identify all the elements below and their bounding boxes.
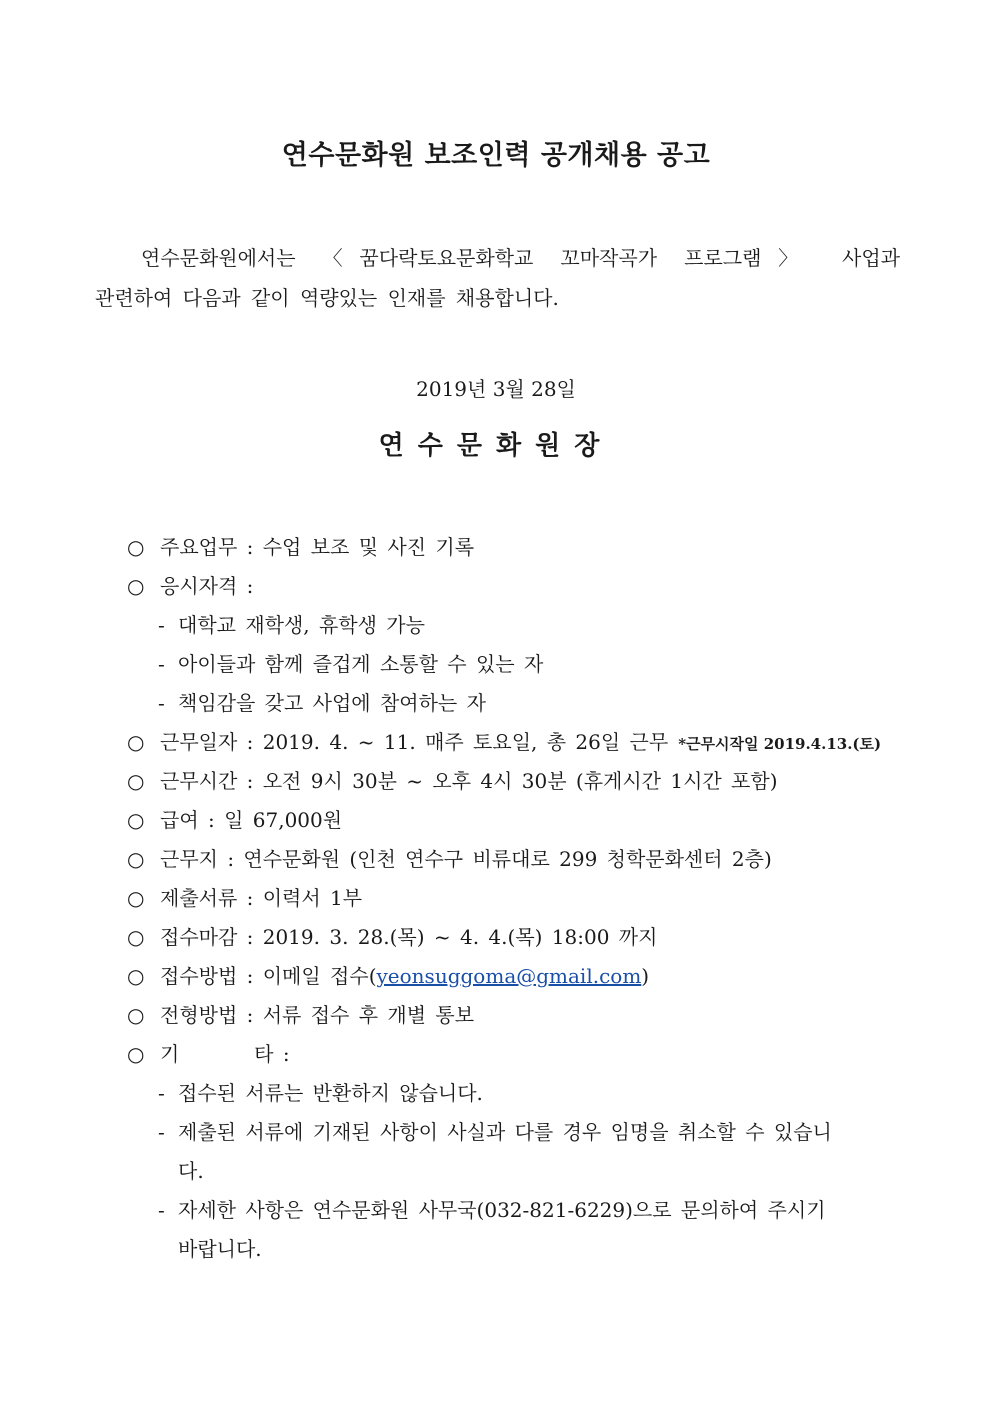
email-link[interactable]: yeonsuggoma@gmail.com (376, 964, 642, 988)
pay-text: 급여 : 일 67,000원 (160, 808, 343, 832)
etc-sub-text: 자세한 사항은 연수문화원 사무국(032-821-6229)으로 문의하여 주시기 (178, 1198, 826, 1222)
dash-icon: - (158, 652, 165, 676)
documents-text: 제출서류 : 이력서 1부 (160, 886, 363, 910)
item-documents (127, 879, 917, 918)
qualification-sub-text: 책임감을 갖고 사업에 참여하는 자 (178, 691, 486, 715)
selection-text: 전형방법 : 서류 접수 후 개별 통보 (160, 1003, 475, 1027)
etc-sub-item (127, 1113, 917, 1152)
etc-sub-continuation (127, 1152, 917, 1191)
item-location (127, 840, 917, 879)
item-duty (127, 528, 917, 567)
qualification-sub-text: 아이들과 함께 즐겁게 소통할 수 있는 자 (178, 652, 544, 676)
dash-icon: - (158, 1081, 165, 1105)
document-title: 연수문화원 보조인력 공개채용 공고 (281, 140, 711, 171)
item-qualification (127, 567, 917, 606)
qualification-sub-item (127, 606, 917, 645)
location-text: 근무지 : 연수문화원 (인천 연수구 비류대로 299 청학문화센터 2층) (160, 847, 772, 871)
item-method (127, 957, 917, 996)
bullet-icon: ○ (127, 964, 145, 988)
intro-line-2: 관련하여 다음과 같이 역량있는 인재를 채용합니다. (95, 286, 559, 310)
dash-icon: - (158, 1120, 165, 1144)
method-suffix: ) (641, 964, 650, 988)
etc-sub-continuation (127, 1230, 917, 1269)
etc-text: 기 타 : (160, 1042, 290, 1066)
etc-sub-text: 제출된 서류에 기재된 사항이 사실과 다를 경우 임명을 취소할 수 있습니 (178, 1120, 832, 1144)
qualification-sub-item (127, 645, 917, 684)
method-prefix: 접수방법 : 이메일 접수( (160, 964, 377, 988)
item-work-dates (127, 723, 917, 762)
bullet-icon: ○ (127, 535, 145, 559)
qualification-sub-item (127, 684, 917, 723)
item-etc (127, 1035, 917, 1074)
item-selection (127, 996, 917, 1035)
bullet-icon: ○ (127, 925, 145, 949)
work-dates-text: 근무일자 : 2019. 4. ~ 11. 매주 토요일, 총 26일 근무 (160, 730, 669, 754)
dash-icon: - (158, 691, 165, 715)
work-hours-text: 근무시간 : 오전 9시 30분 ~ 오후 4시 30분 (휴게시간 1시간 포함) (160, 769, 778, 793)
item-deadline (127, 918, 917, 957)
qualification-sub-text: 대학교 재학생, 휴학생 가능 (178, 613, 425, 637)
duty-text: 주요업무 : 수업 보조 및 사진 기록 (160, 535, 475, 559)
item-work-hours (127, 762, 917, 801)
dash-icon: - (158, 613, 165, 637)
bullet-icon: ○ (127, 847, 145, 871)
qualification-text: 응시자격 : (160, 574, 254, 598)
intro-paragraph (95, 238, 900, 318)
dash-icon: - (158, 1198, 165, 1222)
bullet-icon: ○ (127, 1003, 145, 1027)
etc-sub-item (127, 1074, 917, 1113)
bullet-icon: ○ (127, 574, 145, 598)
bullet-icon: ○ (127, 769, 145, 793)
announcement-date: 2019년 3월 28일 (416, 377, 576, 401)
bullet-icon: ○ (127, 730, 145, 754)
bullet-icon: ○ (127, 808, 145, 832)
etc-sub-item (127, 1191, 917, 1230)
etc-sub-text: 접수된 서류는 반환하지 않습니다. (178, 1081, 483, 1105)
etc-sub-text: 바랍니다. (178, 1237, 262, 1261)
deadline-text: 접수마감 : 2019. 3. 28.(목) ~ 4. 4.(목) 18:00 까지 (160, 925, 658, 949)
work-start-note: *근무시작일 2019.4.13.(토) (678, 735, 882, 753)
item-pay (127, 801, 917, 840)
intro-line-1: 연수문화원에서는 〈꿈다락토요문화학교 꼬마작곡가 프로그램〉 사업과 (141, 246, 900, 270)
recruitment-details (127, 528, 917, 1269)
etc-sub-text: 다. (178, 1159, 204, 1183)
bullet-icon: ○ (127, 886, 145, 910)
issuer-name: 연수문화원장 (378, 431, 614, 461)
bullet-icon: ○ (127, 1042, 145, 1066)
